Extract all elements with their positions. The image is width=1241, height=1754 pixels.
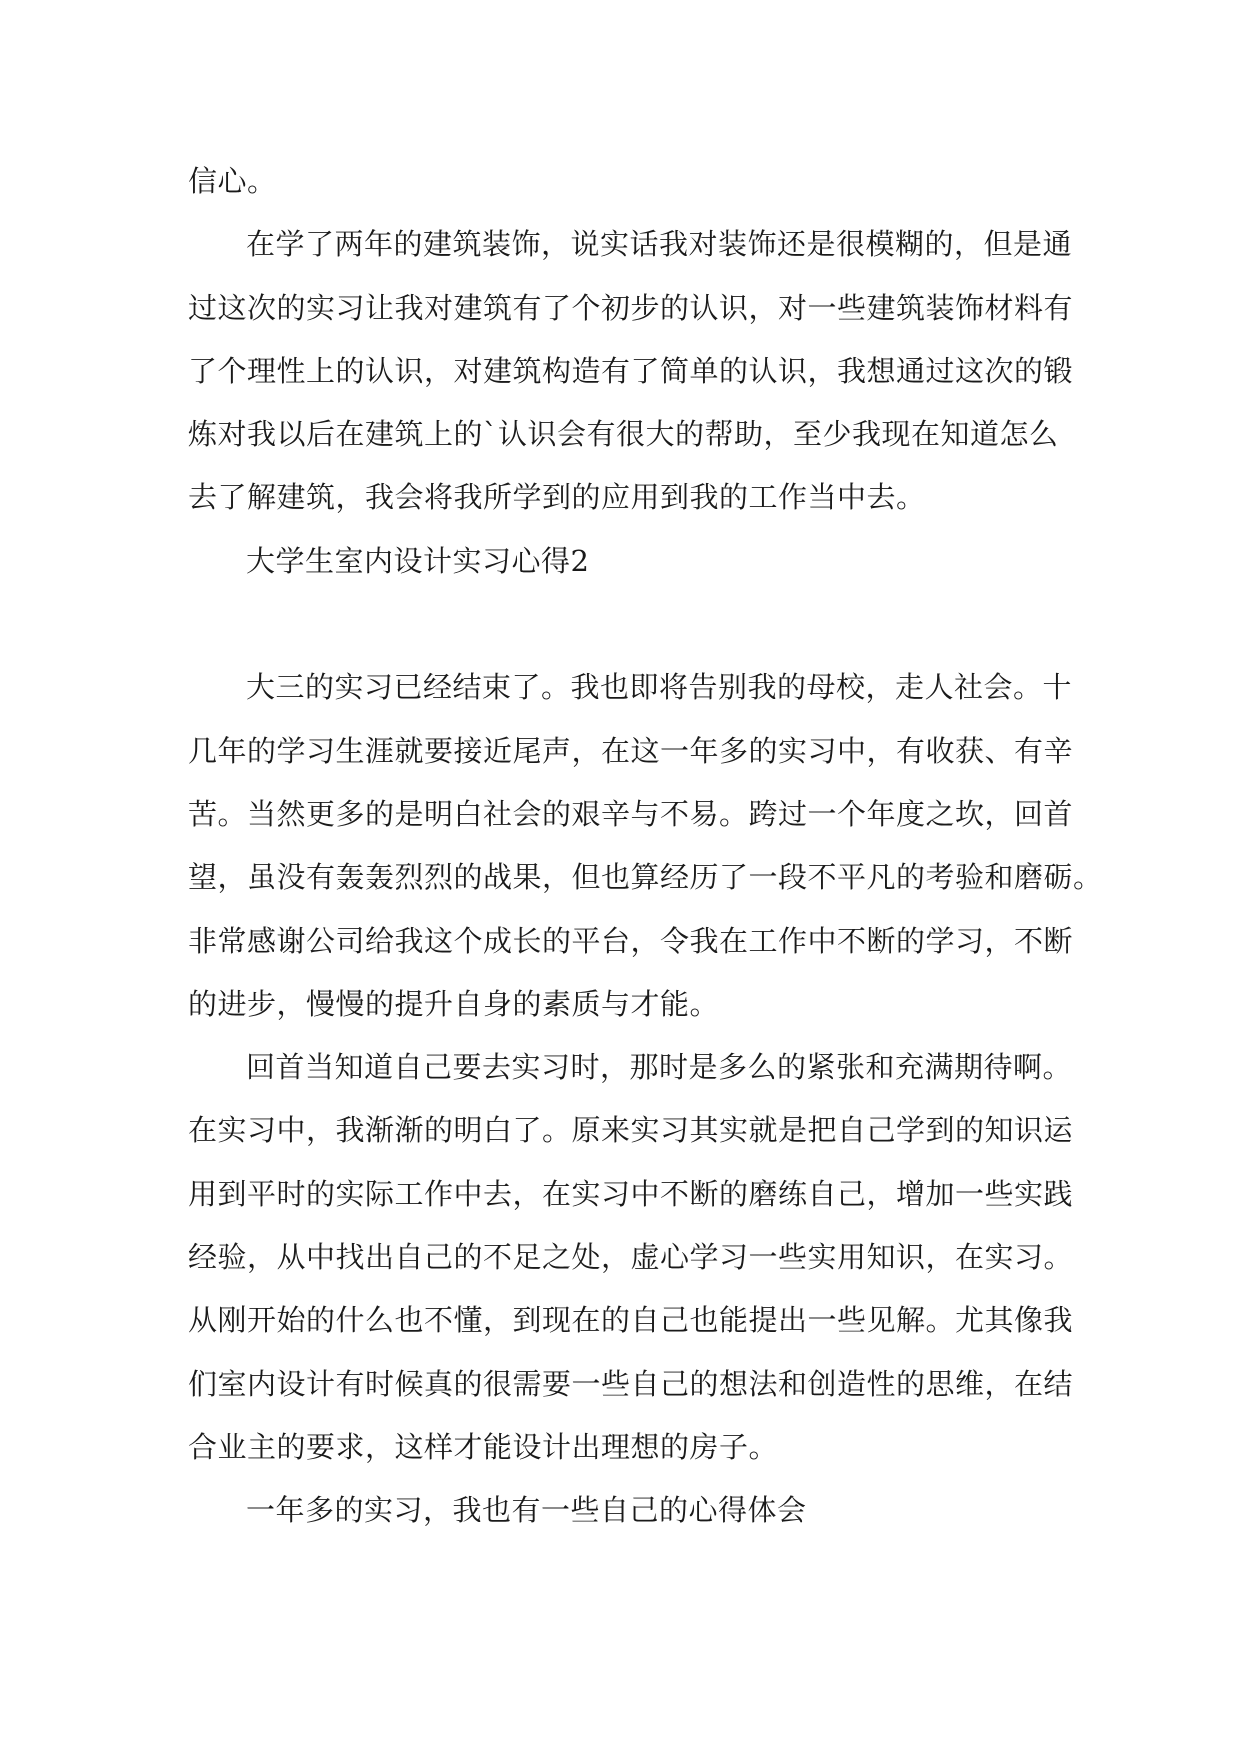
text-line: 用到平时的实际工作中去，在实习中不断的磨练自己，增加一些实践	[188, 1176, 1074, 1211]
text-line: 合业主的要求，这样才能设计出理想的房子。	[188, 1429, 779, 1464]
text-line: 的进步，慢慢的提升自身的素质与才能。	[188, 986, 720, 1021]
body-text	[188, 150, 1103, 1543]
section-heading: 大学生室内设计实习心得2	[246, 543, 590, 578]
text-line: 去了解建筑，我会将我所学到的应用到我的工作当中去。	[188, 480, 926, 515]
blank-line	[188, 593, 1078, 656]
paragraph-first-line: 一年多的实习，我也有一些自己的心得体会	[246, 1493, 807, 1528]
paragraph-first-line: 回首当知道自己要去实习时，那时是多么的紧张和充满期待啊。	[246, 1050, 1073, 1085]
text-line: 望，虽没有轰轰烈烈的战果，但也算经历了一段不平凡的考验和磨砺。	[188, 860, 1103, 895]
text-line: 炼对我以后在建筑上的`认识会有很大的帮助，至少我现在知道怎么	[188, 417, 1059, 452]
text-line: 苦。当然更多的是明白社会的艰辛与不易。跨过一个年度之坎，回首	[188, 796, 1074, 831]
text-line: 非常感谢公司给我这个成长的平台，令我在工作中不断的学习，不断	[188, 923, 1074, 958]
text-line: 们室内设计有时候真的很需要一些自己的想法和创造性的思维，在结	[188, 1366, 1074, 1401]
paragraph-first-line: 在学了两年的建筑装饰，说实话我对装饰还是很模糊的，但是通	[246, 227, 1073, 262]
text-line: 过这次的实习让我对建筑有了个初步的认识，对一些建筑装饰材料有	[188, 290, 1074, 325]
text-line: 了个理性上的认识，对建筑构造有了简单的认识，我想通过这次的锻	[188, 353, 1074, 388]
text-line: 在实习中，我渐渐的明白了。原来实习其实就是把自己学到的知识运	[188, 1113, 1074, 1148]
text-line: 经验，从中找出自己的不足之处，虚心学习一些实用知识，在实习。	[188, 1240, 1074, 1275]
paragraph-first-line: 大三的实习已经结束了。我也即将告别我的母校，走人社会。十	[246, 670, 1073, 705]
text-line: 信心。	[188, 164, 277, 198]
text-line: 从刚开始的什么也不懂，到现在的自己也能提出一些见解。尤其像我	[188, 1303, 1074, 1338]
text-line: 几年的学习生涯就要接近尾声，在这一年多的实习中，有收获、有辛	[188, 733, 1074, 768]
